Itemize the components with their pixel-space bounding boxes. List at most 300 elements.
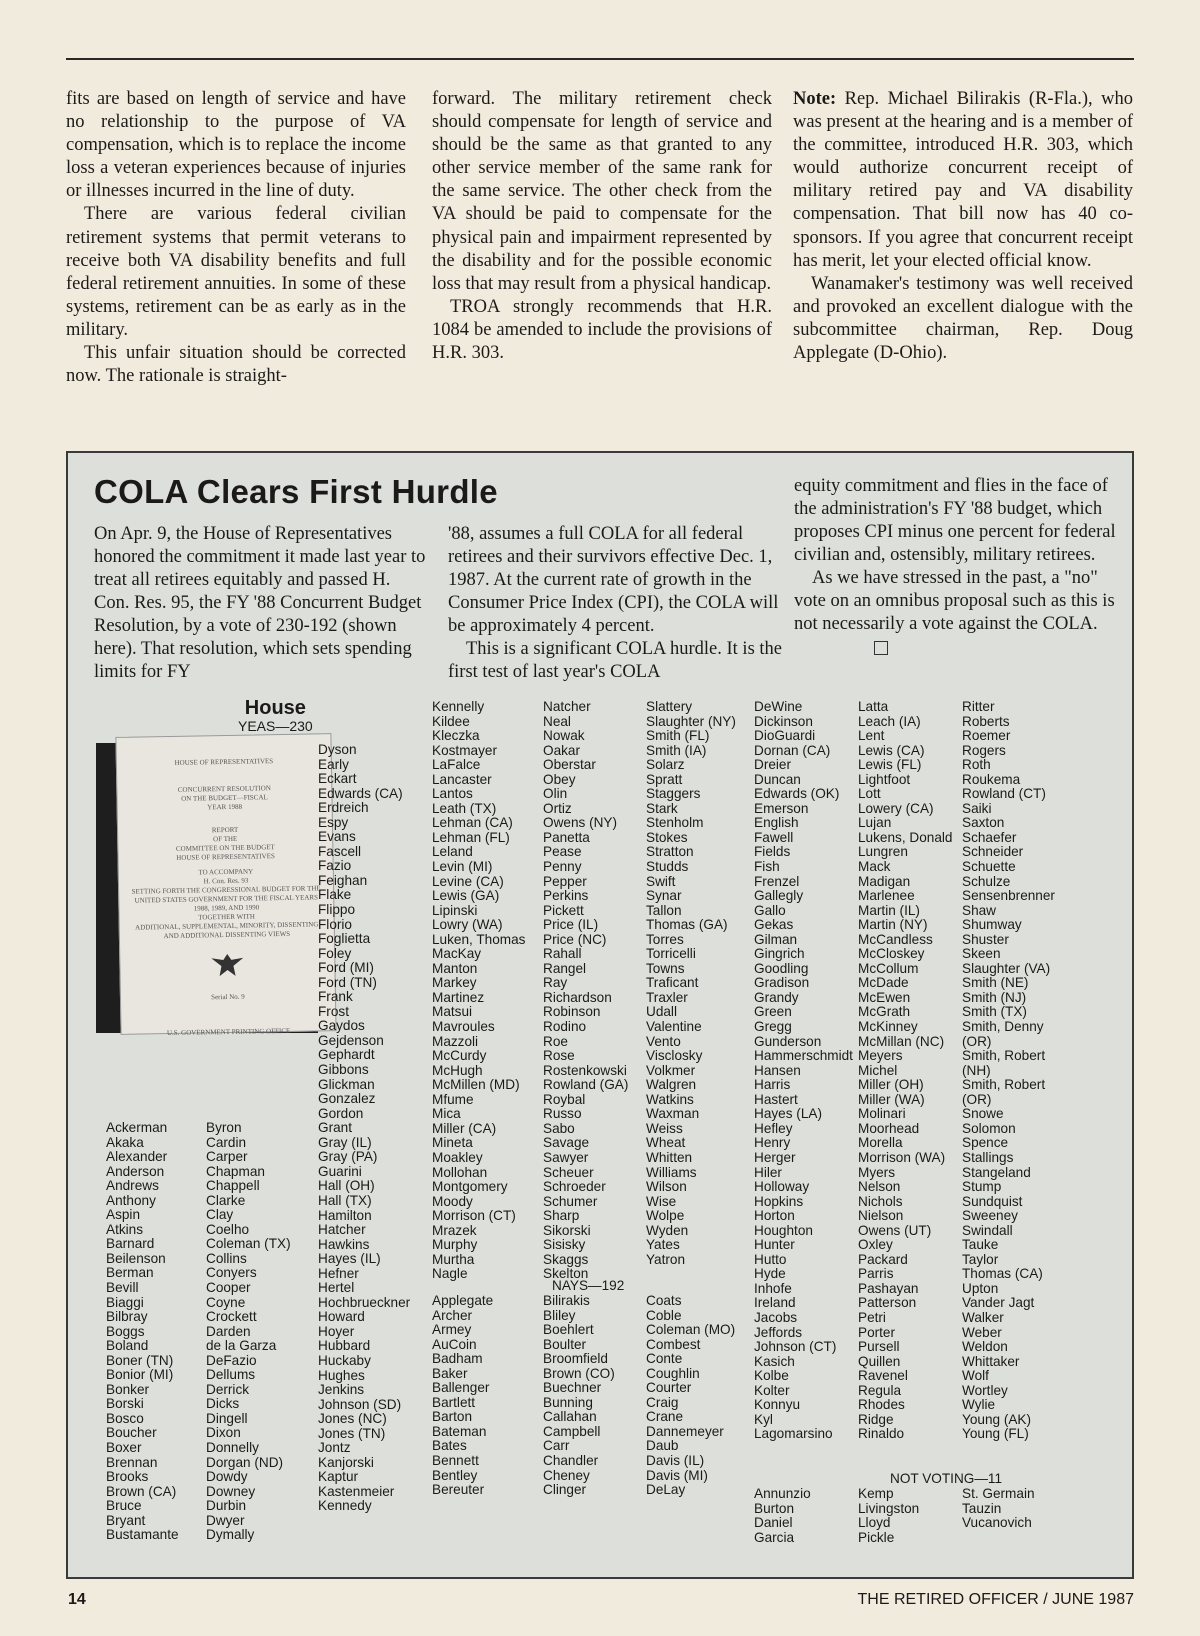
member-name: Nagle — [432, 1266, 468, 1282]
paragraph: This is a significant COLA hurdle. It is the first test of last year's COLA — [448, 639, 782, 682]
member-name: Obey — [543, 771, 576, 787]
report-line: H. Con. Res. 93 — [203, 876, 249, 886]
member-name: Dyson — [318, 742, 357, 757]
yeas-list-col-6 — [646, 700, 736, 1267]
member-name: Hiler — [754, 1164, 782, 1180]
member-name: Erdreich — [318, 800, 369, 816]
member-name: Solarz — [646, 757, 685, 773]
member-name: Byron — [206, 1120, 242, 1135]
member-name: Nowak — [543, 728, 585, 744]
member-name: Upton — [962, 1280, 999, 1296]
member-name: Price (NC) — [543, 931, 607, 947]
member-name: Gonzalez — [318, 1091, 376, 1107]
member-name: Thomas (GA) — [646, 917, 728, 933]
member-name: Lewis (FL) — [858, 757, 922, 773]
report-line: OF THE — [213, 834, 238, 844]
box-column-3 — [794, 475, 1128, 659]
member-name: Coughlin — [646, 1365, 700, 1381]
member-name: Levin (MI) — [432, 859, 493, 875]
member-name: Watkins — [646, 1091, 694, 1107]
member-name: Hopkins — [754, 1193, 804, 1209]
member-name: Sawyer — [543, 1149, 589, 1165]
member-name: Inhofe — [754, 1280, 792, 1296]
member-name: Daniel — [754, 1515, 793, 1531]
member-name: Schroeder — [543, 1179, 606, 1195]
house-label: House — [244, 697, 306, 719]
member-name: Buechner — [543, 1380, 602, 1396]
eagle-seal-icon — [209, 950, 246, 981]
yeas-list-col-5 — [543, 700, 628, 1282]
nays-list-col-3 — [646, 1294, 735, 1498]
member-name: Flippo — [318, 902, 356, 918]
member-name: Brooks — [106, 1469, 149, 1485]
paragraph: equity commitment and flies in the face of the administration's FY '88 budget, which proposes CPI minus one percent for federal civilian and, ostensibly, military retirees. — [794, 476, 1116, 565]
note-text: Rep. Michael Bilirakis (R-Fla.), who was present at the hearing and is a member of the committee, introduced H.R. 303, which would authorize concurrent receipt of military retired pay and VA disability compensation. That bill now has 40 co-sponsors. If you agree that concurrent receipt has merit, let your elected official know. — [793, 89, 1133, 271]
member-name: Coleman (MO) — [646, 1322, 736, 1338]
member-name: Lewis (GA) — [432, 888, 500, 904]
member-name: Brown (CO) — [543, 1365, 615, 1381]
report-line: TO ACCOMPANY — [198, 867, 254, 877]
member-name: Ford (MI) — [318, 960, 374, 976]
member-name: Rowland (CT) — [962, 786, 1046, 802]
member-name: Walker — [962, 1309, 1004, 1325]
member-name: Kaptur — [318, 1469, 359, 1485]
member-name: Gordon — [318, 1105, 364, 1121]
member-name: Kastenmeier — [318, 1483, 395, 1499]
member-name: Derrick — [206, 1381, 250, 1397]
member-name: Clinger — [543, 1482, 587, 1498]
member-name: Hochbrueckner — [318, 1294, 411, 1310]
member-name: Gephardt — [318, 1047, 375, 1063]
member-name: Barton — [432, 1409, 473, 1425]
member-name: Kasich — [754, 1353, 795, 1369]
paragraph: Wanamaker's testimony was well received and provoked an excellent dialogue with the subcommittee chairman, Rep. Doug Applegate (D-Ohio). — [793, 273, 1133, 364]
member-name: Bateman — [432, 1423, 487, 1439]
member-name: Synar — [646, 888, 682, 904]
member-name: Neal — [543, 713, 571, 729]
member-name: Latta — [858, 699, 889, 714]
member-name: Smith (NE) — [962, 975, 1029, 991]
member-name: McMillen (MD) — [432, 1077, 520, 1093]
report-line: REPORT — [211, 825, 239, 835]
member-name: Evans — [318, 829, 356, 845]
member-name: Cheney — [543, 1467, 590, 1483]
member-name: Oxley — [858, 1237, 893, 1253]
member-name: Rodino — [543, 1019, 587, 1035]
member-name: Schuette — [962, 859, 1016, 875]
member-name: Badham — [432, 1351, 483, 1367]
member-name: Bryant — [106, 1512, 146, 1528]
member-name: Harris — [754, 1077, 791, 1093]
member-name: Grandy — [754, 989, 799, 1005]
member-name: St. Germain — [962, 1486, 1035, 1501]
member-name: Hawkins — [318, 1236, 370, 1252]
report-line: TOGETHER WITH — [198, 912, 256, 922]
member-name: Slaughter (VA) — [962, 960, 1051, 976]
cola-sidebar-box — [66, 451, 1134, 1579]
member-name: Martinez — [432, 989, 485, 1005]
member-name: Bilbray — [106, 1309, 148, 1325]
member-name: Fawell — [754, 829, 794, 845]
member-name: Daub — [646, 1438, 679, 1454]
member-name: Kyl — [754, 1411, 773, 1427]
nays-list-col-5 — [858, 700, 952, 1442]
member-name: Wolpe — [646, 1208, 685, 1224]
member-name: Miller (WA) — [858, 1091, 925, 1107]
member-name: McCurdy — [432, 1048, 487, 1064]
member-name: Bates — [432, 1438, 467, 1454]
member-name: Annunzio — [754, 1486, 811, 1501]
member-name: Collins — [206, 1250, 247, 1266]
yeas-list-col-2 — [206, 1121, 291, 1543]
member-name: Vento — [646, 1033, 681, 1049]
member-name: Price (IL) — [543, 917, 599, 933]
member-name: Sabo — [543, 1120, 575, 1136]
paragraph — [793, 88, 1133, 273]
member-name: Weiss — [646, 1120, 683, 1136]
paragraph-text: As we have stressed in the past, a "no" vote on an omnibus proposal such as this is not necessarily a vote against the COLA. — [794, 568, 1115, 634]
member-name: Kennelly — [432, 699, 485, 714]
member-name: Moorhead — [858, 1120, 920, 1136]
member-name: Bruce — [106, 1498, 142, 1514]
member-name: Skeen — [962, 946, 1001, 962]
member-name: Glickman — [318, 1076, 375, 1092]
member-name: McKinney — [858, 1019, 918, 1035]
member-name: Edwards (OK) — [754, 786, 840, 802]
member-name: Madigan — [858, 873, 911, 889]
member-name: Schaefer — [962, 829, 1017, 845]
member-name: Olin — [543, 786, 568, 802]
member-name: Atkins — [106, 1221, 144, 1237]
member-name: Cooper — [206, 1280, 251, 1296]
member-name: Fascell — [318, 843, 362, 859]
box-column-2 — [448, 523, 782, 684]
member-name: Gingrich — [754, 946, 805, 962]
member-name: Anthony — [106, 1192, 156, 1208]
member-name: Hammerschmidt — [754, 1048, 853, 1064]
member-name: Ravenel — [858, 1368, 908, 1384]
member-name: Leach (IA) — [858, 713, 921, 729]
page-number: 14 — [68, 1591, 86, 1608]
member-name: Campbell — [543, 1423, 601, 1439]
article-column-2 — [432, 88, 772, 365]
member-name: Wortley — [962, 1382, 1008, 1398]
member-name: Hefner — [318, 1265, 359, 1281]
member-name: Lowry (WA) — [432, 917, 503, 933]
member-name: Pashayan — [858, 1280, 919, 1296]
member-name: Scheuer — [543, 1164, 594, 1180]
member-name: Hall (TX) — [318, 1192, 372, 1208]
member-name: Conyers — [206, 1265, 257, 1281]
report-line: Serial No. 9 — [211, 992, 245, 1002]
publication-line: THE RETIRED OFFICER / JUNE 1987 — [857, 1591, 1134, 1608]
report-line: ADDITIONAL, SUPPLEMENTAL, MINORITY, DISSENTING AND ADDITIONAL DISSENTING VIEWS — [135, 920, 319, 941]
member-name: Ortiz — [543, 800, 572, 816]
member-name: Rinaldo — [858, 1426, 905, 1442]
member-name: Lightfoot — [858, 771, 911, 787]
member-name: Smith, Denny — [962, 1019, 1044, 1035]
member-name: Vucanovich — [962, 1515, 1032, 1531]
member-name: Panetta — [543, 829, 590, 845]
member-name: Michel — [858, 1062, 898, 1078]
member-name: Richardson — [543, 989, 612, 1005]
member-name: Perkins — [543, 888, 589, 904]
member-name: Bliley — [543, 1307, 576, 1323]
member-name: Bilirakis — [543, 1293, 590, 1308]
member-name: Lujan — [858, 815, 892, 831]
member-name: Quillen — [858, 1353, 901, 1369]
member-name: Owens (UT) — [858, 1222, 932, 1238]
member-name: Boulter — [543, 1336, 587, 1352]
member-name: Sweeney — [962, 1208, 1018, 1224]
member-name: Wheat — [646, 1135, 686, 1151]
member-name: Roemer — [962, 728, 1011, 744]
member-name: Boucher — [106, 1425, 157, 1441]
member-name: Fields — [754, 844, 791, 860]
member-name: Wise — [646, 1193, 677, 1209]
member-name: Slaughter (NY) — [646, 713, 736, 729]
member-name: Nielson — [858, 1208, 904, 1224]
member-name: Montgomery — [432, 1179, 508, 1195]
member-name: Boxer — [106, 1440, 142, 1456]
member-name: Lewis (CA) — [858, 742, 925, 758]
member-name: McDade — [858, 975, 909, 991]
member-name: Martin (IL) — [858, 902, 920, 918]
member-name: Saiki — [962, 800, 992, 816]
member-name: DeLay — [646, 1482, 686, 1498]
article-column-3 — [793, 88, 1133, 365]
member-name: Livingston — [858, 1500, 920, 1516]
member-name: Coble — [646, 1307, 682, 1323]
member-name: Lloyd — [858, 1515, 891, 1531]
member-name: Gibbons — [318, 1062, 369, 1078]
yeas-list-col-1 — [106, 1121, 179, 1543]
member-name: Pickle — [858, 1529, 895, 1545]
member-name: Valentine — [646, 1019, 702, 1035]
member-name: Cardin — [206, 1134, 247, 1150]
member-name: McHugh — [432, 1062, 483, 1078]
member-name: Roberts — [962, 713, 1010, 729]
paragraph: This unfair situation should be corrected now. The rationale is straight- — [66, 343, 406, 387]
member-name: Regula — [858, 1382, 902, 1398]
box-title: COLA Clears First Hurdle — [94, 473, 498, 510]
report-line: HOUSE OF REPRESENTATIVES — [176, 852, 275, 862]
member-name: Jontz — [318, 1440, 351, 1456]
member-name: Rose — [543, 1048, 575, 1064]
member-name: Akaka — [106, 1134, 144, 1150]
article-column-1 — [66, 88, 406, 388]
not-voting-label: NOT VOTING—11 — [890, 1471, 1003, 1486]
member-name: Pickett — [543, 902, 584, 918]
member-name: Archer — [432, 1307, 473, 1323]
member-name: Tauzin — [962, 1500, 1002, 1516]
member-name: Packard — [858, 1251, 908, 1267]
member-name: Weldon — [962, 1339, 1008, 1355]
member-name: Oakar — [543, 742, 581, 758]
member-name: Gekas — [754, 917, 794, 933]
member-name: Kolter — [754, 1382, 790, 1398]
member-name: Fish — [754, 859, 780, 875]
member-name: Coleman (TX) — [206, 1236, 291, 1252]
member-name: Walgren — [646, 1077, 697, 1093]
member-name: Callahan — [543, 1409, 597, 1425]
member-name: Pursell — [858, 1339, 900, 1355]
member-name: Penny — [543, 859, 582, 875]
member-name: Rhodes — [858, 1397, 905, 1413]
member-name: Sikorski — [543, 1222, 591, 1238]
member-name: Stangeland — [962, 1164, 1031, 1180]
member-name: Sensenbrenner — [962, 888, 1055, 904]
member-name: Smith, Robert — [962, 1048, 1046, 1064]
report-line: YEAR 1988 — [207, 802, 243, 812]
member-name: Jones (TN) — [318, 1425, 386, 1441]
member-name: Boggs — [106, 1323, 145, 1339]
member-name: Jeffords — [754, 1324, 803, 1340]
member-name: Hatcher — [318, 1222, 366, 1238]
member-name: Thomas (CA) — [962, 1266, 1043, 1282]
member-name: Hutto — [754, 1251, 787, 1267]
budget-report-image — [96, 743, 321, 1038]
member-name: Moody — [432, 1193, 473, 1209]
member-name: Hertel — [318, 1280, 355, 1296]
member-name: Fazio — [318, 858, 352, 874]
member-name: Bennett — [432, 1453, 479, 1469]
member-name: Levine (CA) — [432, 873, 504, 889]
member-name: Andrews — [106, 1178, 159, 1194]
member-name: Coats — [646, 1293, 682, 1308]
member-name: Roth — [962, 757, 991, 773]
member-name: Hamilton — [318, 1207, 372, 1223]
member-name: Marlenee — [858, 888, 915, 904]
member-name: Dornan (CA) — [754, 742, 831, 758]
member-name: Barnard — [106, 1236, 155, 1252]
member-name: Sisisky — [543, 1237, 586, 1253]
member-name: Shuster — [962, 931, 1009, 947]
member-name: Brown (CA) — [106, 1483, 177, 1499]
member-name: Young (FL) — [962, 1426, 1029, 1442]
member-name: Dickinson — [754, 713, 813, 729]
member-name: Kennedy — [318, 1498, 372, 1514]
member-name: Mfume — [432, 1091, 474, 1107]
member-name: Lipinski — [432, 902, 478, 918]
member-name: Lehman (FL) — [432, 829, 510, 845]
member-name: Berman — [106, 1265, 154, 1281]
member-name: Clay — [206, 1207, 234, 1223]
member-name: Leland — [432, 844, 473, 860]
member-name: Green — [754, 1004, 792, 1020]
member-name: Molinari — [858, 1106, 906, 1122]
member-name: Boner (TN) — [106, 1352, 174, 1368]
member-name: Staggers — [646, 786, 701, 802]
member-name: Roybal — [543, 1091, 586, 1107]
nays-list-col-4 — [754, 700, 853, 1442]
member-name: Lukens, Donald — [858, 829, 953, 845]
member-name: Visclosky — [646, 1048, 703, 1064]
member-name: Hyde — [754, 1266, 786, 1282]
member-name: Biaggi — [106, 1294, 144, 1310]
member-name: Howard — [318, 1309, 365, 1325]
member-name: Grant — [318, 1120, 352, 1136]
paragraph: There are various federal civilian retirement systems that permit veterans to receive both VA disability benefits and full federal retirement annuities. In some of these systems, retirement can be as early as in the military. — [66, 204, 406, 340]
member-name: Solomon — [962, 1120, 1016, 1136]
member-name: Jenkins — [318, 1382, 365, 1398]
member-name: Morrison (WA) — [858, 1149, 946, 1165]
member-name: Edwards (CA) — [318, 785, 403, 801]
member-name: Dreier — [754, 757, 792, 773]
report-line: HOUSE OF REPRESENTATIVES — [174, 757, 274, 767]
member-name: Bonior (MI) — [106, 1367, 174, 1383]
member-name: Lancaster — [432, 771, 492, 787]
member-name: Burton — [754, 1500, 795, 1516]
member-name: Baker — [432, 1365, 468, 1381]
member-name: Boehlert — [543, 1322, 594, 1338]
member-name: Lowery (CA) — [858, 800, 934, 816]
member-name: Jones (NC) — [318, 1411, 387, 1427]
member-name: Lott — [858, 786, 881, 802]
member-name: Rangel — [543, 960, 587, 976]
member-name: Whittaker — [962, 1353, 1020, 1369]
member-name: Whitten — [646, 1149, 693, 1165]
member-name: Horton — [754, 1208, 795, 1224]
member-name: Skaggs — [543, 1251, 589, 1267]
member-name: Gilman — [754, 931, 798, 947]
member-name: McGrath — [858, 1004, 911, 1020]
member-name: Kemp — [858, 1486, 894, 1501]
member-name: Williams — [646, 1164, 697, 1180]
not-voting-col-1 — [754, 1487, 811, 1545]
member-name: Wylie — [962, 1397, 996, 1413]
member-name: Morrison (CT) — [432, 1208, 516, 1224]
member-name: Wolf — [962, 1368, 989, 1384]
member-name: Duncan — [754, 771, 801, 787]
member-name: Bunning — [543, 1394, 593, 1410]
member-name: Mineta — [432, 1135, 473, 1151]
member-name: Wilson — [646, 1179, 687, 1195]
member-name: Smith (FL) — [646, 728, 710, 744]
member-name: Stratton — [646, 844, 694, 860]
member-name: Towns — [646, 960, 685, 976]
not-voting-col-3 — [962, 1487, 1035, 1531]
member-name: Johnson (SD) — [318, 1396, 402, 1412]
member-name: Bustamante — [106, 1527, 179, 1543]
member-name: McCollum — [858, 960, 919, 976]
member-name: Ballenger — [432, 1380, 490, 1396]
member-name: Kolbe — [754, 1368, 789, 1384]
member-name: Applegate — [432, 1293, 494, 1308]
member-name: Traficant — [646, 975, 699, 991]
member-name: Ford (TN) — [318, 974, 377, 990]
member-name: McCandless — [858, 931, 933, 947]
top-rule — [66, 58, 1134, 60]
member-name: Kanjorski — [318, 1454, 374, 1470]
member-name: Moakley — [432, 1149, 483, 1165]
member-name: Torres — [646, 931, 684, 947]
member-name: Johnson (CT) — [754, 1339, 837, 1355]
member-name: Gunderson — [754, 1033, 822, 1049]
member-name: Hubbard — [318, 1338, 371, 1354]
member-name: Oberstar — [543, 757, 596, 773]
nays-list-col-1 — [432, 1294, 493, 1498]
member-name: Armey — [432, 1322, 472, 1338]
member-name: Weber — [962, 1324, 1002, 1340]
member-name: Swindall — [962, 1222, 1013, 1238]
member-name: DioGuardi — [754, 728, 816, 744]
member-name: Hall (OH) — [318, 1178, 375, 1194]
member-name: Eckart — [318, 771, 357, 787]
member-name: Hayes (IL) — [318, 1251, 381, 1267]
member-name: Petri — [858, 1309, 886, 1325]
member-name: Morella — [858, 1135, 903, 1151]
